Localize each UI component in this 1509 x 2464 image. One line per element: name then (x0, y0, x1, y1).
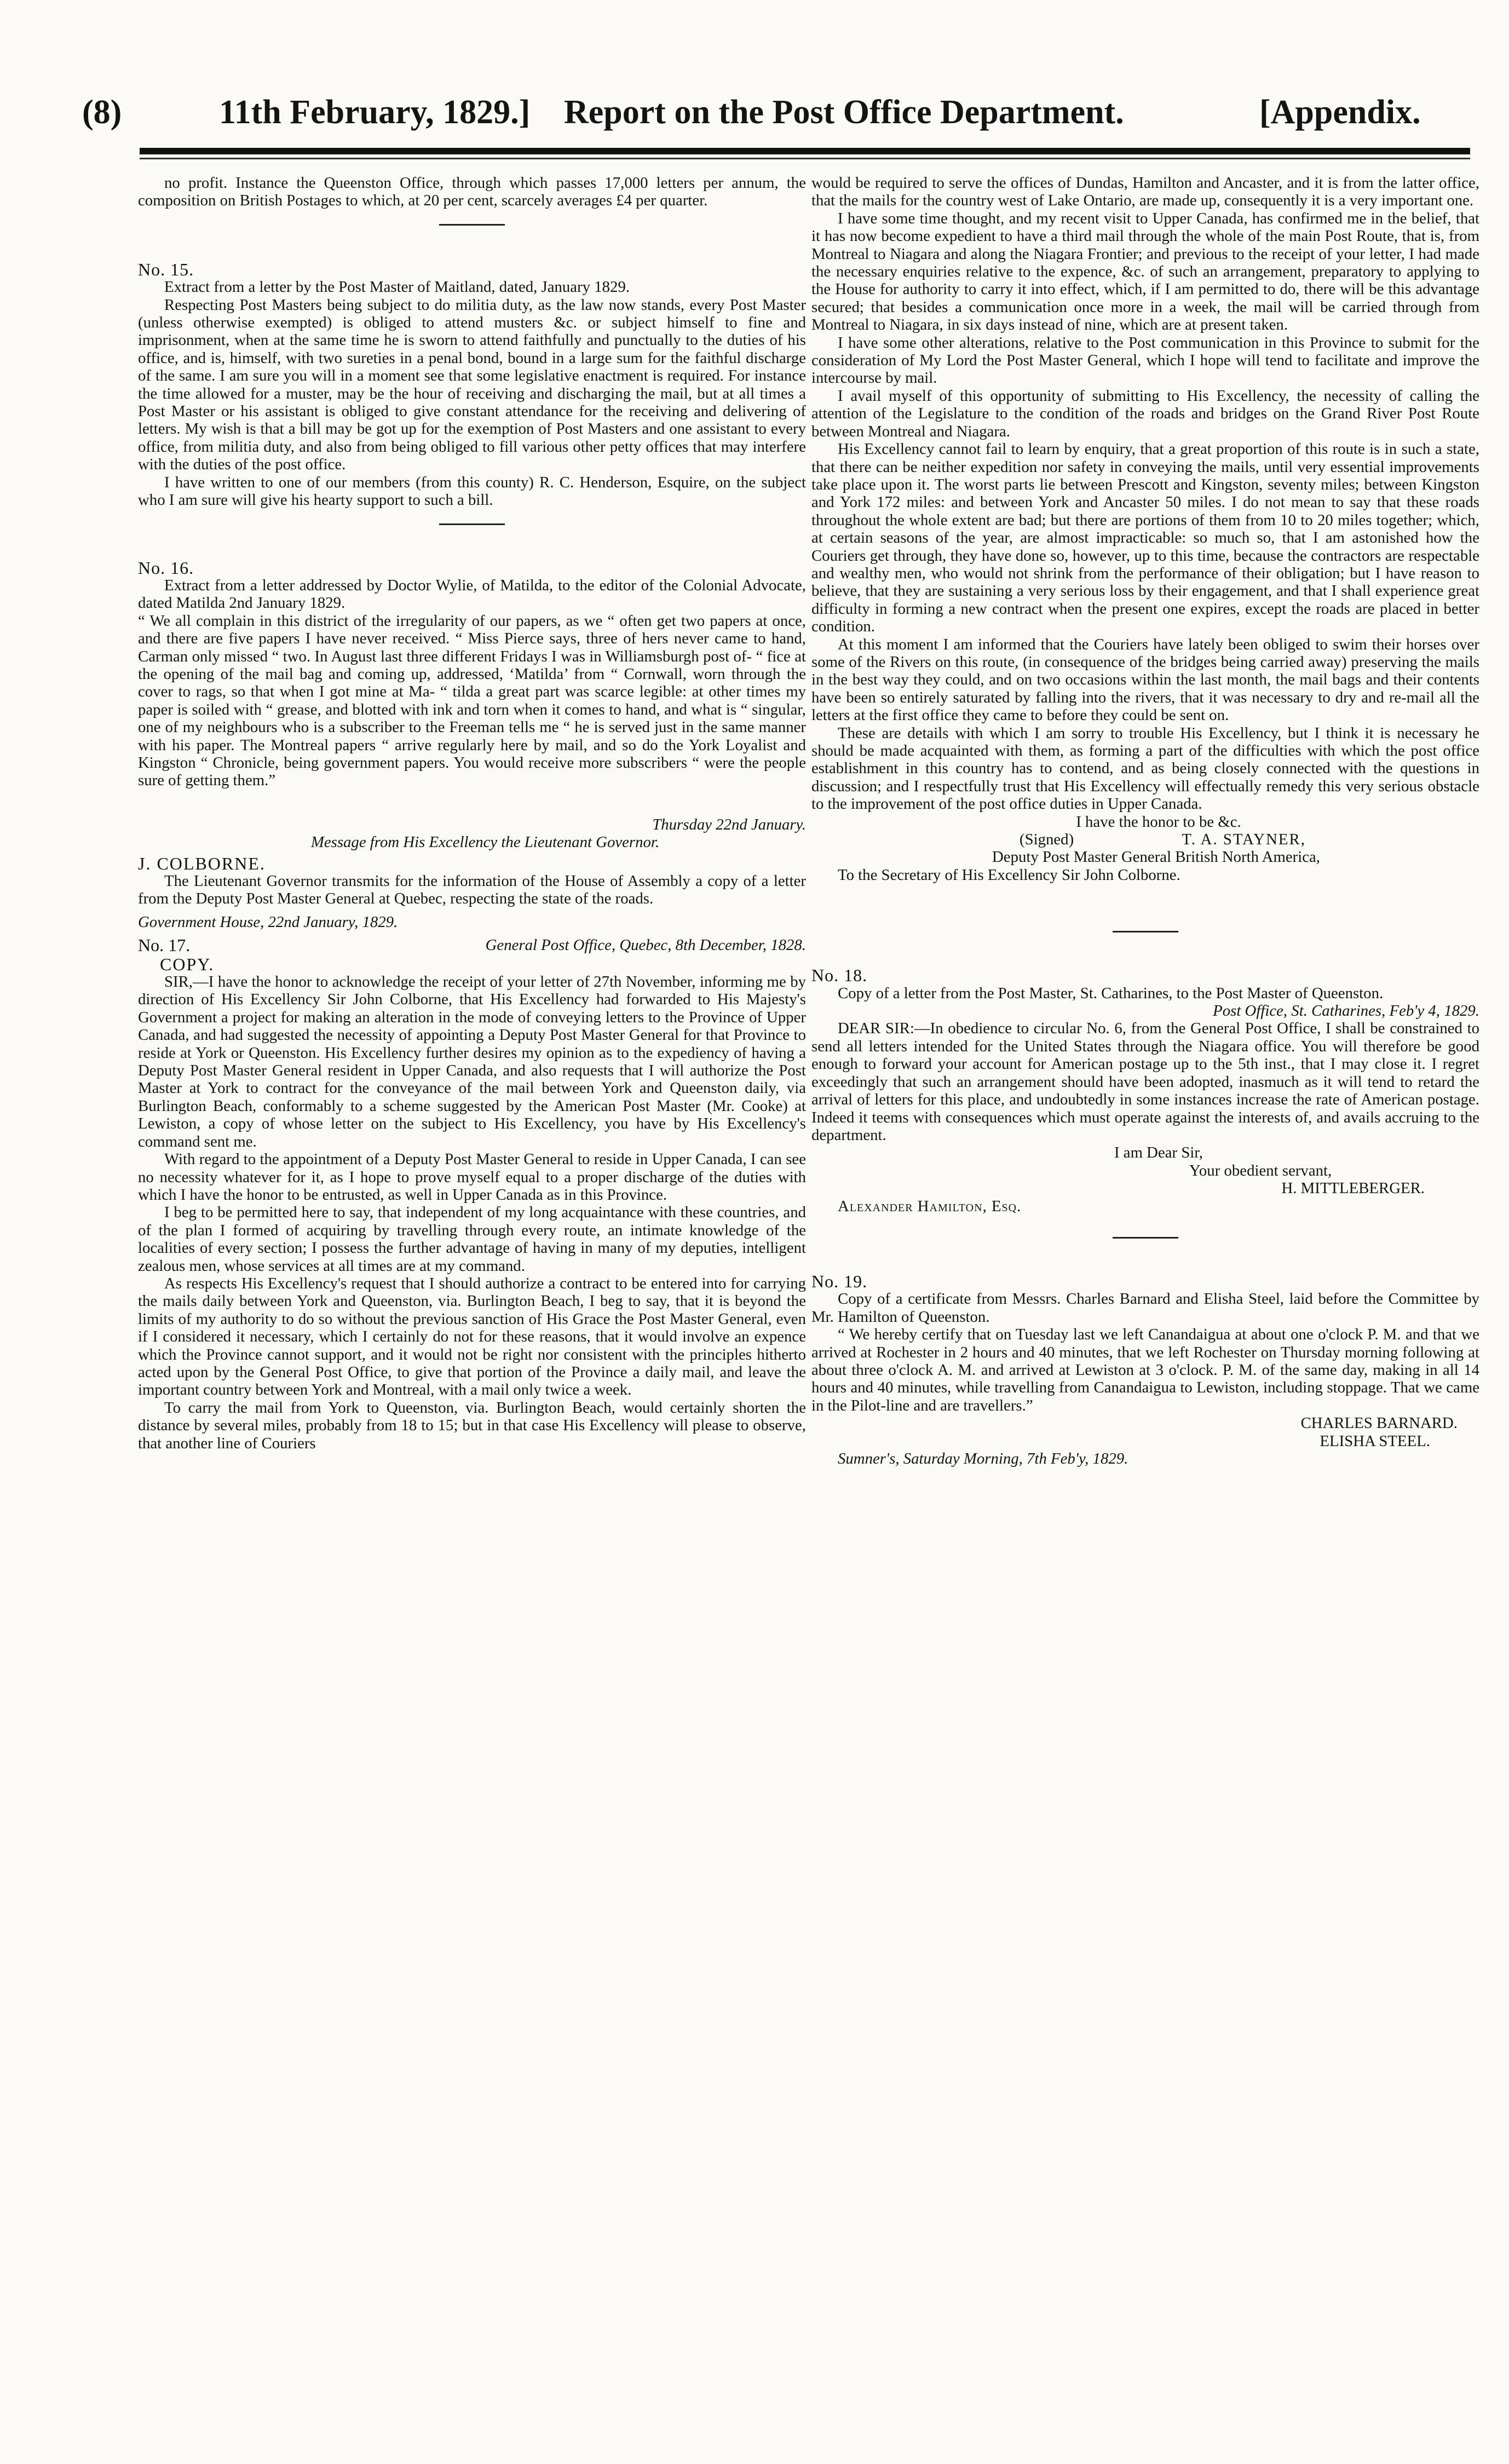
letter-body: DEAR SIR:—In obedience to circular No. 6, from the General Post Office, I shall be constrained to send all letters intended for the United States through the Niagara office. You will therefore be good enough to forward your account for American postage up to the 5th inst., that I may close it. I regret exceedingly that such an arrangement should have been adopted, inasmuch as it will tend to retard the arrival of letters for this place, and undoubtedly in some instances increase the rate of American postage. Indeed it teems with consequences which must operate against the interests of, and avails accruing to the department. (811, 1020, 1479, 1144)
header-rule (140, 148, 1470, 154)
signer-name: H. MITTLEBERGER. (1281, 1179, 1425, 1198)
signer-name: T. A. STAYNER, (1182, 831, 1306, 849)
message-heading: Message from His Excellency the Lieutenant Governor. (310, 833, 660, 851)
paragraph: His Excellency cannot fail to learn by enquiry, that a great proportion of this route is in such a state, that there can be neither expedition nor safety in conveying the mails, until very essential improvements take place upon it. The worst parts lie between Prescott and Kingston, seventy miles; between Kingston and York 172 miles: and between York and Ancaster 50 miles. I do not mean to say that these roads throughout the whole extent are bad; but there are portions of them from 10 to 20 miles together; which, at certain seasons of the year, are almost impracticable: so much so, that I am astonished how the Couriers get through, they have done so, however, up to this time, because the contractors are respectable and wealthy men, who would not shrink from the performance of their obligation; but I have reason to believe, that they are sustaining a very serious loss by their engagement, and that I shall experience great difficulty in forming a new contract when the present one expires, except the roads are placed in better condition. (811, 440, 1479, 636)
continued-paragraph: would be required to serve the offices of Dundas, Hamilton and Ancaster, and it is from the latter office, that the mails for the country west of Lake Ontario, are made up, consequently it is a very important one. (811, 174, 1479, 210)
signature-line (811, 831, 1479, 848)
addressee: Alexander Hamilton, Esq. (838, 1197, 1022, 1215)
paragraph: With regard to the appointment of a Deputy Post Master General to reside in Upper Canada, I can see no necessity whatever for it, as I hope to prove myself equal to a proper discharge of the duties with which I have the honor to be entrusted, as well in Upper Canada as in this Province. (138, 1150, 806, 1204)
section-divider (1113, 931, 1178, 932)
page-number: (8) (82, 94, 122, 131)
closing-line: I have the honor to be &c. (1076, 813, 1241, 831)
header-rule-thin (140, 158, 1470, 159)
quoted-letter: “ We all complain in this district of the irregularity of our papers, as we “ often get two papers at once, and there are five papers I have never received. “ Miss Pierce says, three of hers never came to hand, Carman only missed “ two. In August last three different Fridays I was in Williamsburgh post of- “ fice at the opening of the mail bag and coming up, addressed, ‘Matilda’ from “ Cornwall, worn through the cover to rags, so that when I got mine at Ma- “ tilda a great part was scarce legible: at other times my paper is soiled with “ grease, and blotted with ink and torn when it comes to hand, and what is “ singular, one of my neighbours who is a subscriber to the Freeman tells me “ he is served just in the same manner with his paper. The Montreal papers “ arrive regularly here by mail, and so do the York Loyalist and Kingston “ Chronicle, being government papers. You would receive more subscribers “ were the people sure of getting them.” (138, 612, 806, 790)
signed-label: (Signed) (1020, 831, 1074, 849)
message-place: Government House, 22nd January, 1829. (138, 913, 398, 931)
section-divider (1113, 1237, 1178, 1239)
certificate-body: “ We hereby certify that on Tuesday last we left Canandaigua at about one o'clock P. M. and that we arrived at Rochester in 2 hours and 40 minutes, that we left Rochester on Thursday morning following at about three o'clock A. M. and arrived at Lewiston at 3 o'clock. P. M. of the same day, making in all 14 hours and 40 minutes, while travelling from Canandaigua to Lewiston, including stoppage. That we came in the Pilot-line and are travellers.” (811, 1326, 1479, 1414)
header-section: [Appendix. (1259, 94, 1421, 131)
message-signer: J. COLBORNE. (138, 853, 266, 873)
signer-title: Deputy Post Master General British North America, (992, 848, 1321, 866)
signer-name: ELISHA STEEL. (1320, 1432, 1430, 1450)
header-title: Report on the Post Office Department. (564, 94, 1124, 131)
intro-paragraph: no profit. Instance the Queenston Office, through which passes 17,000 letters per annum, the composition on British Postages to which, at 20 per cent, scarcely averages £4 per quarter. (138, 174, 806, 210)
paragraph: As respects His Excellency's request that I should authorize a contract to be entered into for carrying the mails daily between York and Queenston, via. Burlington Beach, I beg to say, that it is beyond the limits of my authority to do so without the previous sanction of His Grace the Post Master General, even if I considered it necessary, which I certainly do not for these reasons, that it would involve an expence which the Province cannot support, and it would not be right nor consistent with the principles hitherto acted upon by the General Post Office, to give that portion of the Province a daily mail, and leave the important country between York and Montreal, with a mail only twice a week. (138, 1274, 806, 1399)
paragraph: SIR,—I have the honor to acknowledge the receipt of your letter of 27th November, informing me by direction of His Excellency Sir John Colborne, that His Excellency had forwarded to His Majesty's Government a project for making an alteration in the mode of conveying letters to the Province of Upper Canada, and had suggested the necessity of appointing a Deputy Post Master General for that Province to reside at York or Queenston. His Excellency further desires my opinion as to the expediency of having a Deputy Post Master General resident in Upper Canada, and also requests that I will authorize the Post Master at York to contract for the conveyance of the mail between York and Queenston daily, via Burlington Beach, conformably to a scheme suggested by the American Post Master (Mr. Cooke) at Lewiston, a copy of whose letter on the subject to His Excellency, you have by His Excellency's command sent me. (138, 973, 806, 1150)
section-17-heading (138, 936, 806, 955)
message-body: The Lieutenant Governor transmits for the information of the House of Assembly a copy of a letter from the Deputy Post Master General at Quebec, respecting the state of the roads. (138, 872, 806, 908)
section-title-16: Extract from a letter addressed by Doctor Wylie, of Matilda, to the editor of the Colonial Advocate, dated Matilda 2nd January 1829. (138, 576, 806, 612)
section-divider (439, 523, 505, 525)
left-column (138, 174, 806, 1452)
signer-name: CHARLES BARNARD. (1300, 1414, 1458, 1432)
section-divider (439, 224, 505, 226)
copy-label: COPY. (160, 954, 215, 974)
section-number-17: No. 17. (138, 935, 191, 955)
paragraph: I avail myself of this opportunity of submitting to His Excellency, the necessity of calling the attention of the Legislature to the condition of the roads and bridges on the Grand River Post Route between Montreal and Niagara. (811, 387, 1479, 440)
certificate-footer: Sumner's, Saturday Morning, 7th Feb'y, 1829. (838, 1450, 1128, 1467)
section-title-18: Copy of a letter from the Post Master, St. Catharines, to the Post Master of Queenston. (838, 984, 1384, 1002)
addressee: To the Secretary of His Excellency Sir John Colborne. (838, 866, 1180, 884)
header-date: 11th February, 1829.] (219, 94, 531, 131)
paragraph: At this moment I am informed that the Couriers have lately been obliged to swim their horses over some of the Rivers on this route, (in consequence of the bridges being carried away) preserving the mails in the best way they could, and on two occasions within the last month, the mail bags and their contents have been so entirely saturated by falling into the rivers, that it was necessary to dry and re-mail all the letters at the first office they came to before they could be sent on. (811, 635, 1479, 724)
paragraph: To carry the mail from York to Queenston, via. Burlington Beach, would certainly shorten the distance by several miles, probably from 18 to 15; but in that case His Excellency will please to observe, that another line of Couriers (138, 1398, 806, 1452)
paragraph: These are details with which I am sorry to trouble His Excellency, but I think it is necessary he should be made acquainted with them, as forming a part of the difficulties with which the post office establishment in this country has to contend, and as being closely connected with the questions in discussion; and I respectfully trust that His Excellency will effectually remedy this very serious obstacle to the improvement of the post office duties in Upper Canada. (811, 724, 1479, 813)
message-date: Thursday 22nd January. (652, 815, 806, 833)
section-17-place: General Post Office, Quebec, 8th December, 1828. (485, 936, 806, 954)
section-number-19: No. 19. (811, 1271, 868, 1291)
paragraph: I beg to be permitted here to say, that independent of my long acquaintance with these countries, and of the plan I formed of acquiring by travelling through every route, an intimate knowledge of the localities of every section; I possess the further advantage of having in many of my deputies, intelligent zealous men, whose services at all times are at my command. (138, 1204, 806, 1275)
section-number-18: No. 18. (811, 965, 868, 986)
paragraph: I have some time thought, and my recent visit to Upper Canada, has confirmed me in the belief, that it has now become expedient to have a third mail through the whole of the main Post Route, that is, from Montreal to Niagara and along the Niagara Frontier; and previous to the receipt of your letter, I had made the necessary enquiries relative to the expence, &c. of such an arrangement, preparatory to applying to the House for authority to carry it into effect, which, if I am permitted to do, there will be this advantage secured; that besides a communication once more in a week, the mail will be carried through from Montreal to Niagara, in six days instead of nine, which are at present taken. (811, 209, 1479, 334)
section-number-15: No. 15. (138, 259, 194, 279)
section-18-place: Post Office, St. Catharines, Feb'y 4, 1829. (1213, 1002, 1479, 1020)
closing-line: Your obedient servant, (1189, 1161, 1332, 1179)
right-column (811, 174, 1479, 1467)
closing-line: I am Dear Sir, (1114, 1144, 1203, 1162)
section-title-15: Extract from a letter by the Post Master of Maitland, dated, January 1829. (164, 278, 630, 296)
page-header (82, 88, 1451, 148)
section-title-19: Copy of a certificate from Messrs. Charles Barnard and Elisha Steel, laid before the Committee by Mr. Hamilton of Queenston. (811, 1290, 1479, 1326)
paragraph: Respecting Post Masters being subject to do militia duty, as the law now stands, every Post Master (unless otherwise exempted) is obliged to attend musters &c. or subject himself to fine and imprisonment, when at the same time he is sworn to attend faithfully and punctually to the duties of his office, and is, himself, with two sureties in a penal bond, bound in a large sum for the faithful discharge of the same. I am sure you will in a moment see that some legislative enactment is required. For instance the time allowed for a muster, may be the hour of receiving and discharging the mail, but at all times a Post Master or his assistant is obliged to give constant attendance for the receiving and delivering of letters. My wish is that a bill may be got up for the exemption of Post Masters and one assistant to every office, from militia duty, and also from being obliged to fill various other petty offices that may interfere with the duties of the post office. (138, 296, 806, 474)
section-number-16: No. 16. (138, 557, 194, 578)
paragraph: I have some other alterations, relative to the Post communication in this Province to submit for the consideration of My Lord the Post Master General, which I hope will tend to facilitate and improve the intercourse by mail. (811, 333, 1479, 387)
paragraph: I have written to one of our members (from this county) R. C. Henderson, Esquire, on the subject who I am sure will give his hearty support to such a bill. (138, 473, 806, 509)
